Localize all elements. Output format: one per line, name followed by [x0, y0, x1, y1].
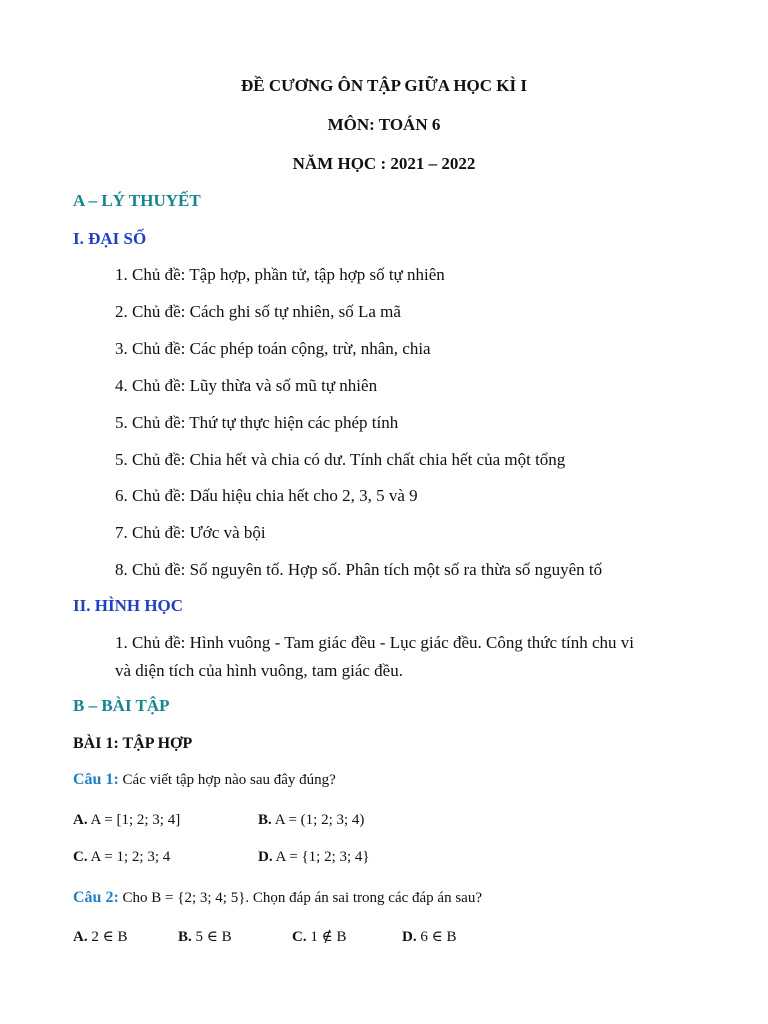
option-key: B. [178, 929, 192, 945]
option-text: A = [1; 2; 3; 4] [87, 812, 181, 828]
geometry-topic-item-continued: và diện tích của hình vuông, tam giác đều. [115, 661, 403, 680]
algebra-topic-item: 4. Chủ đề: Lũy thừa và số mũ tự nhiên [115, 376, 378, 395]
option-key: A. [73, 929, 88, 945]
option-text: A = {1; 2; 3; 4} [272, 849, 370, 865]
question-2-option-b [178, 927, 232, 946]
option-key: C. [73, 849, 88, 865]
option-text: 5 ∈ B [191, 929, 232, 945]
school-year-title: NĂM HỌC : 2021 – 2022 [292, 154, 476, 173]
algebra-topic-item: 1. Chủ đề: Tập hợp, phần tử, tập hợp số tự nhiên [115, 265, 445, 284]
question-2-text: Cho B = {2; 3; 4; 5}. Chọn đáp án sai trong các đáp án sau? [118, 890, 482, 906]
option-key: C. [292, 929, 307, 945]
algebra-topic-item: 8. Chủ đề: Số nguyên tố. Hợp số. Phân tích một số ra thừa số nguyên tố [115, 560, 603, 579]
exercise-1-heading: BÀI 1: TẬP HỢP [73, 735, 193, 752]
geometry-topic-item: 1. Chủ đề: Hình vuông - Tam giác đều - Lục giác đều. Công thức tính chu vi [115, 633, 635, 652]
option-text: A = (1; 2; 3; 4) [271, 812, 365, 828]
option-text: 1 ∉ B [306, 929, 347, 945]
option-key: D. [258, 849, 273, 865]
question-1-text: Các viết tập hợp nào sau đây đúng? [118, 772, 336, 788]
question-2-option-a [73, 927, 127, 946]
question-2-label: Câu 2: [73, 889, 119, 906]
option-key: B. [258, 812, 272, 828]
algebra-topic-item: 5. Chủ đề: Chia hết và chia có dư. Tính chất chia hết của một tổng [115, 450, 566, 469]
part-algebra-heading: I. ĐẠI SỐ [73, 229, 147, 248]
question-1-option-b [258, 812, 364, 829]
question-1 [73, 771, 336, 789]
option-key: D. [402, 929, 417, 945]
question-1-label: Câu 1: [73, 771, 119, 788]
question-2-option-d [402, 927, 456, 946]
question-1-option-c [73, 849, 170, 866]
subject-title: MÔN: TOÁN 6 [327, 115, 441, 134]
algebra-topic-item: 5. Chủ đề: Thứ tự thực hiện các phép tính [115, 413, 399, 432]
option-text: 6 ∈ B [416, 929, 457, 945]
option-text: 2 ∈ B [87, 929, 128, 945]
algebra-topic-item: 6. Chủ đề: Dấu hiệu chia hết cho 2, 3, 5 và 9 [115, 486, 418, 505]
doc-title: ĐỀ CƯƠNG ÔN TẬP GIỮA HỌC KÌ I [240, 76, 528, 95]
question-2 [73, 889, 482, 907]
section-a-heading: A – LÝ THUYẾT [73, 191, 201, 210]
option-key: A. [73, 812, 88, 828]
option-text: A = 1; 2; 3; 4 [87, 849, 171, 865]
question-1-option-a [73, 812, 180, 829]
algebra-topic-item: 7. Chủ đề: Ước và bội [115, 523, 266, 542]
section-b-heading: B – BÀI TẬP [73, 696, 170, 715]
question-2-option-c [292, 927, 346, 946]
part-geometry-heading: II. HÌNH HỌC [73, 596, 184, 615]
algebra-topic-item: 2. Chủ đề: Cách ghi số tự nhiên, số La mã [115, 302, 401, 321]
question-1-option-d [258, 849, 370, 866]
algebra-topic-item: 3. Chủ đề: Các phép toán cộng, trừ, nhân, chia [115, 339, 431, 358]
